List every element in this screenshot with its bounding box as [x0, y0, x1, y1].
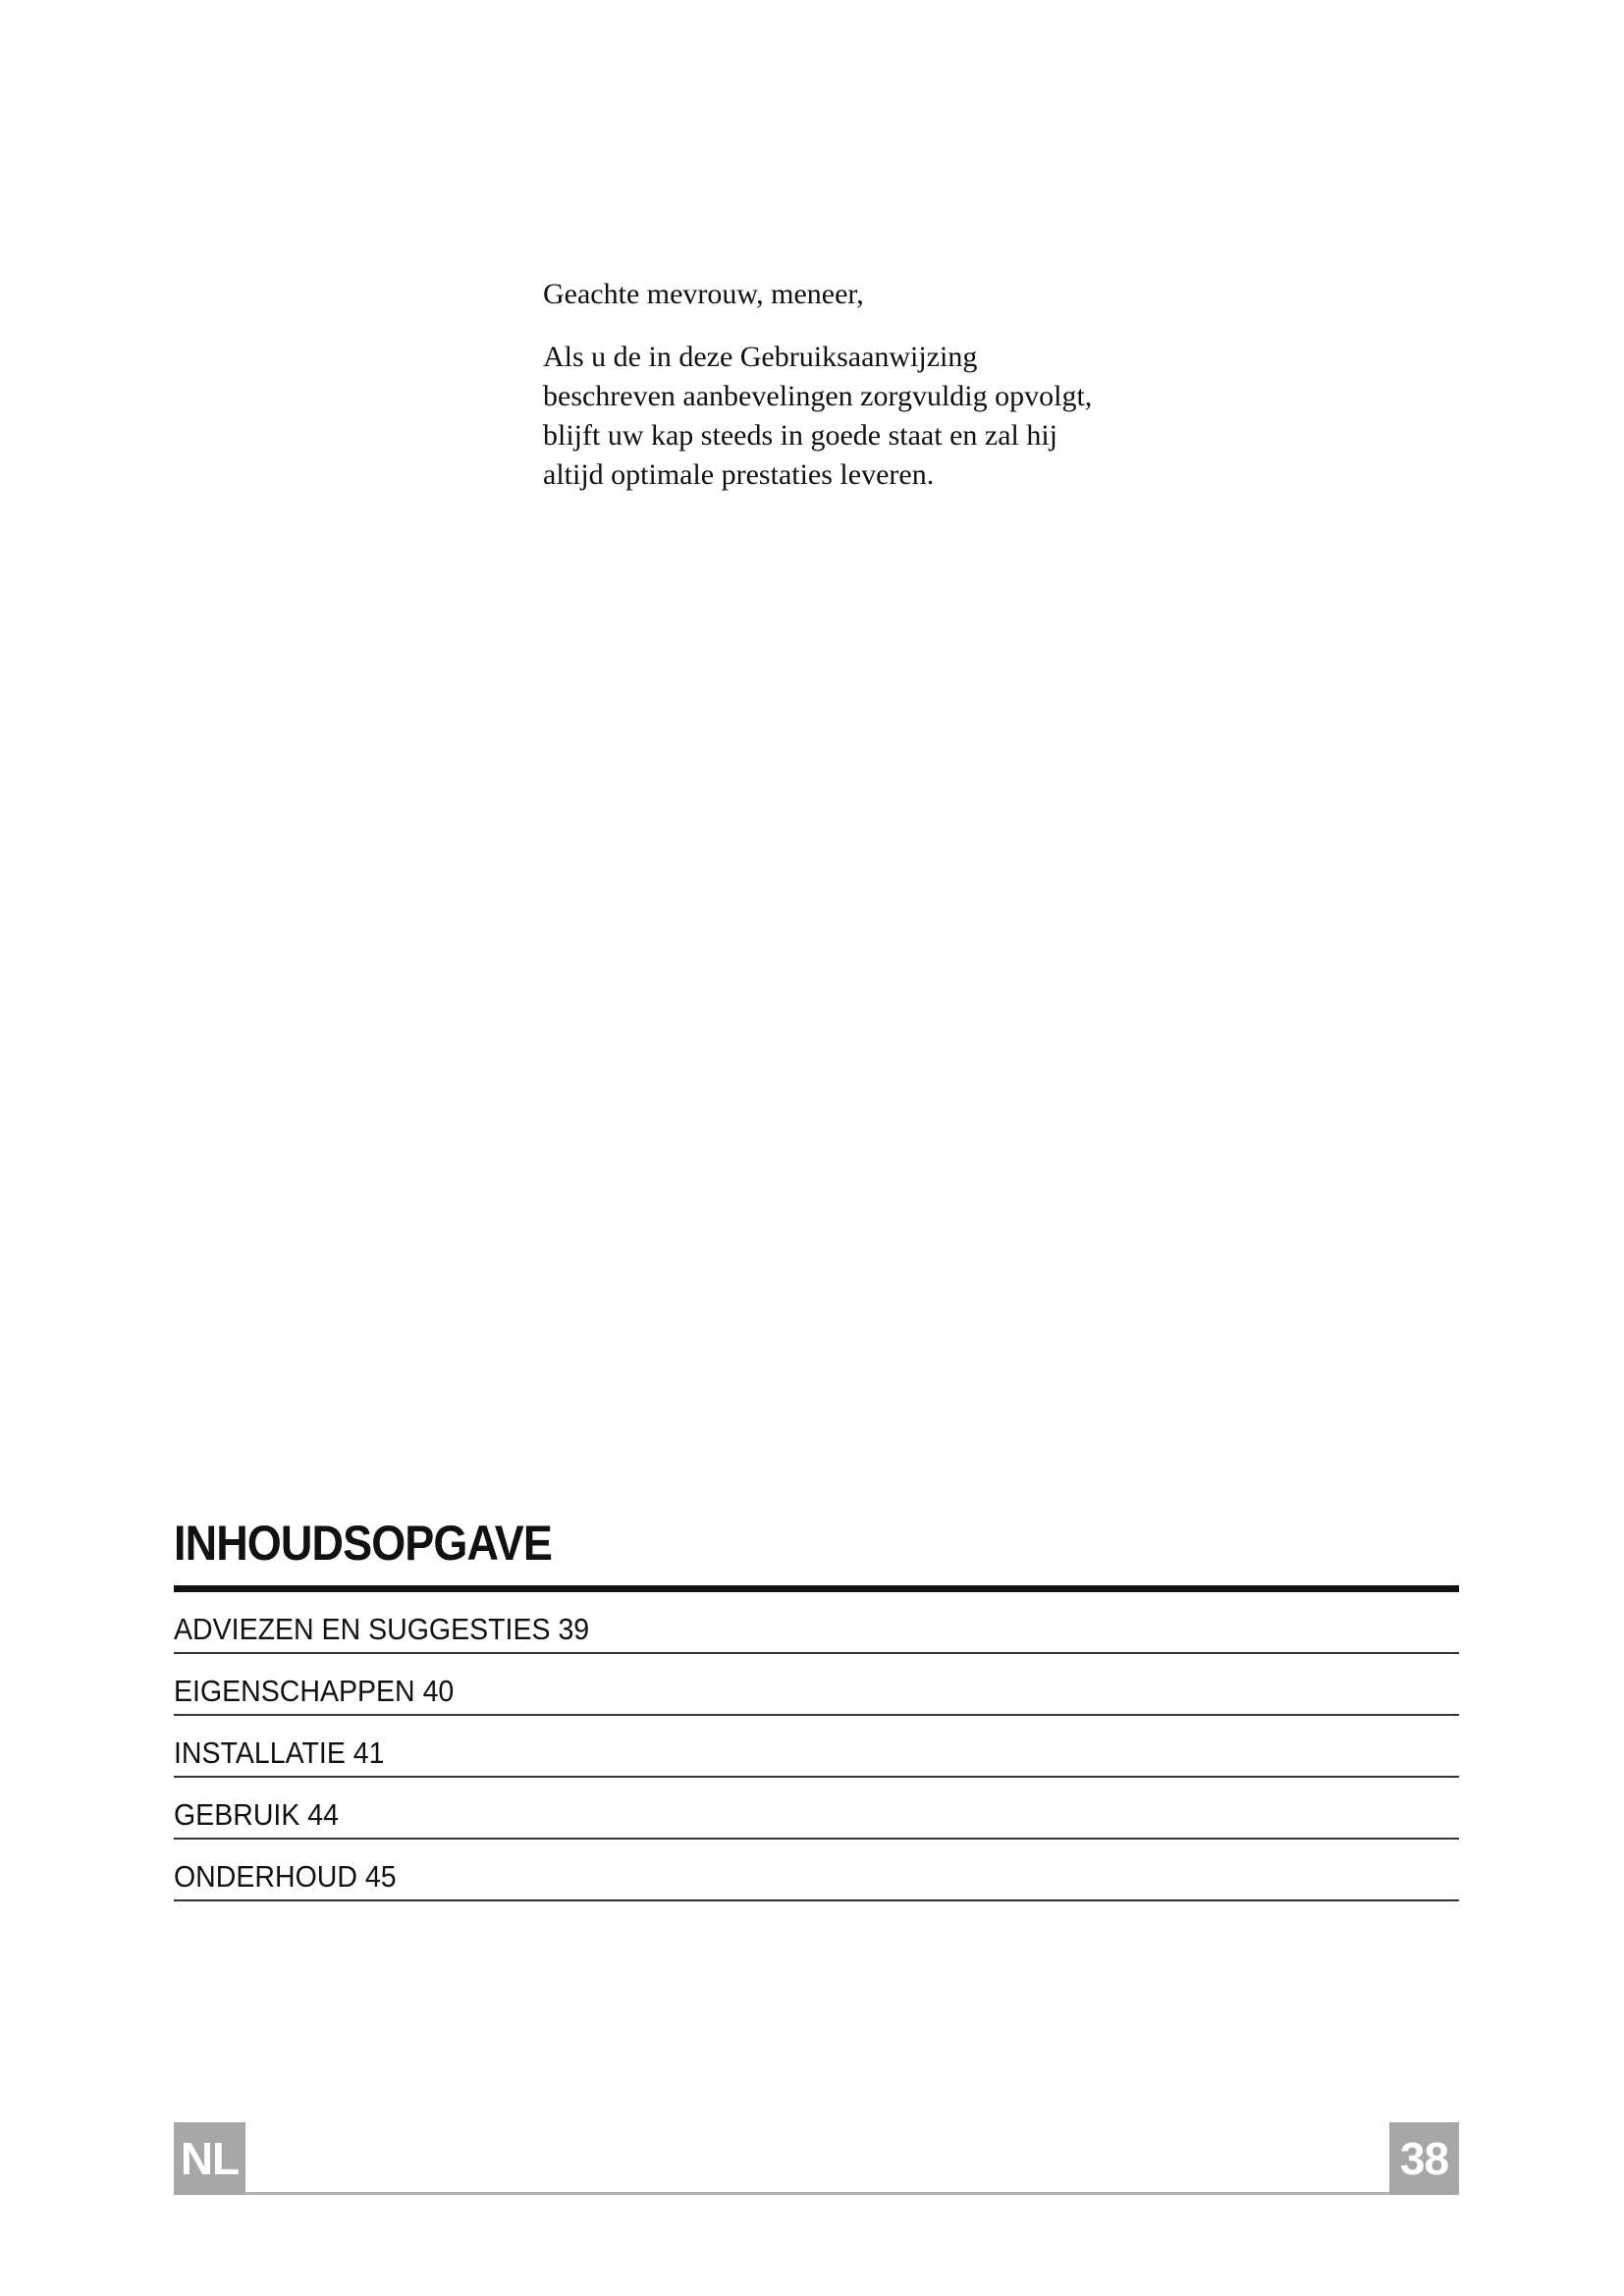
- toc-item-adviezen[interactable]: [174, 1592, 1459, 1654]
- toc-item-label: EIGENSCHAPPEN 40: [174, 1674, 455, 1708]
- intro-section: [543, 275, 1093, 495]
- toc-item-label: ADVIEZEN EN SUGGESTIES 39: [174, 1612, 590, 1646]
- toc-item-gebruik[interactable]: [174, 1778, 1459, 1840]
- toc-item-eigenschappen[interactable]: [174, 1654, 1459, 1716]
- toc-item-label: ONDERHOUD 45: [174, 1859, 397, 1894]
- toc-item-installatie[interactable]: [174, 1716, 1459, 1778]
- footer-rule: [245, 2192, 1389, 2195]
- greeting: Geachte mevrouw, meneer,: [543, 278, 864, 310]
- toc-title-rule: [174, 1585, 1459, 1592]
- toc-item-label: INSTALLATIE 41: [174, 1735, 385, 1770]
- intro-paragraph: Als u de in deze Gebruiksaanwijzing beschreven aanbevelingen zorgvuldig opvolgt, blijft uw kap steeds in goede staat en zal hij altijd optimale prestaties leveren.: [543, 341, 1093, 491]
- language-badge: NL: [174, 2122, 245, 2195]
- toc-item-label: GEBRUIK 44: [174, 1797, 340, 1832]
- toc-item-onderhoud[interactable]: [174, 1840, 1459, 1901]
- table-of-contents: [174, 1592, 1459, 1901]
- page-number-badge: 38: [1389, 2122, 1459, 2195]
- toc-title: INHOUDSOPGAVE: [174, 1516, 553, 1571]
